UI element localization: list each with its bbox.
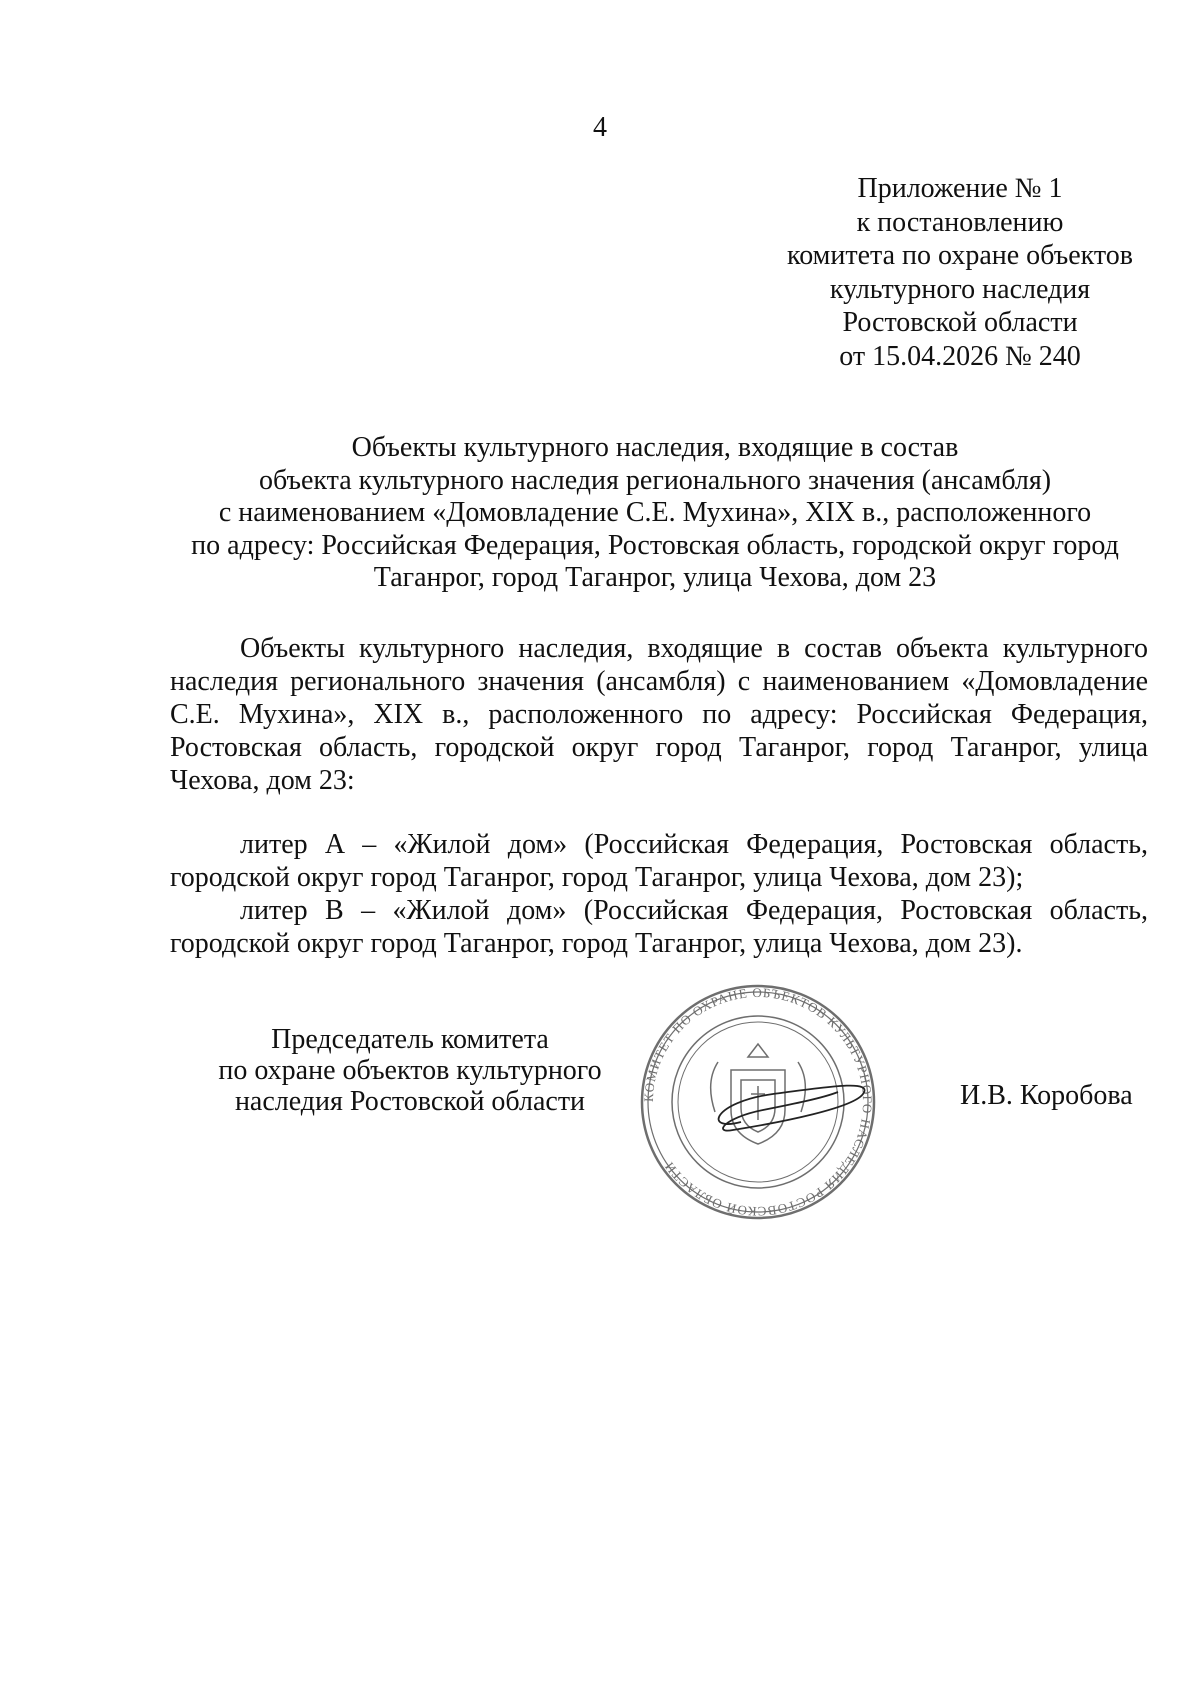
object-list-item: литер А – «Жилой дом» (Российская Федерация, Ростовская область, городской округ город Таганрог, город Таганрог, улица Чехова, дом 23); bbox=[170, 829, 1148, 893]
signer-position-line: наследия Ростовской области bbox=[234, 1086, 586, 1117]
appendix-line: комитета по охране объектов bbox=[787, 240, 1133, 271]
intro-paragraph: Объекты культурного наследия, входящие в состав объекта культурного наследия регионального значения (ансамбля) с наименованием «Домовладение С.Е. Мухина», XIX в., расположенного по адресу: Российская Федерация, Ростовская область, городской округ город Таганрог, город Таганрог, улица Чехова, дом 23: bbox=[170, 633, 1148, 796]
heading-line: с наименованием «Домовладение С.Е. Мухина», XIX в., расположенного bbox=[218, 497, 1092, 528]
intro-paragraph-block bbox=[170, 632, 1148, 797]
signer-position-line: Председатель комитета bbox=[271, 1024, 549, 1055]
signer-position-line: по охране объектов культурного bbox=[218, 1055, 602, 1086]
coat-of-arms-icon bbox=[711, 1044, 806, 1144]
page-number: 4 bbox=[593, 112, 607, 143]
heading-line: Таганрог, город Таганрог, улица Чехова, дом 23 bbox=[373, 562, 937, 593]
document-heading bbox=[160, 432, 1150, 595]
appendix-line: Ростовской области bbox=[842, 307, 1078, 338]
object-list-item: литер В – «Жилой дом» (Российская Федерация, Ростовская область, городской округ город Таганрог, город Таганрог, улица Чехова, дом 23). bbox=[170, 895, 1148, 959]
appendix-block bbox=[760, 172, 1160, 373]
official-seal bbox=[623, 982, 893, 1222]
appendix-line: культурного наследия bbox=[829, 273, 1091, 305]
appendix-line: Приложение № 1 bbox=[857, 173, 1063, 204]
signer-position bbox=[190, 1024, 630, 1117]
appendix-line: к постановлению bbox=[856, 206, 1064, 238]
appendix-line: от 15.04.2026 № 240 bbox=[839, 340, 1081, 372]
heading-line: Объекты культурного наследия, входящие в состав bbox=[351, 432, 959, 463]
signer-name: И.В. Коробова bbox=[960, 1080, 1133, 1111]
heading-line: по адресу: Российская Федерация, Ростовская область, городской округ город bbox=[191, 529, 1119, 561]
heading-line: объекта культурного наследия регионального значения (ансамбля) bbox=[258, 464, 1052, 496]
seal-ring-text: КОМИТЕТ ПО ОХРАНЕ ОБЪЕКТОВ КУЛЬТУРНОГО НАСЛЕДИЯ РОСТОВСКОЙ ОБЛАСТИ bbox=[640, 984, 876, 1220]
object-list bbox=[170, 828, 1148, 960]
